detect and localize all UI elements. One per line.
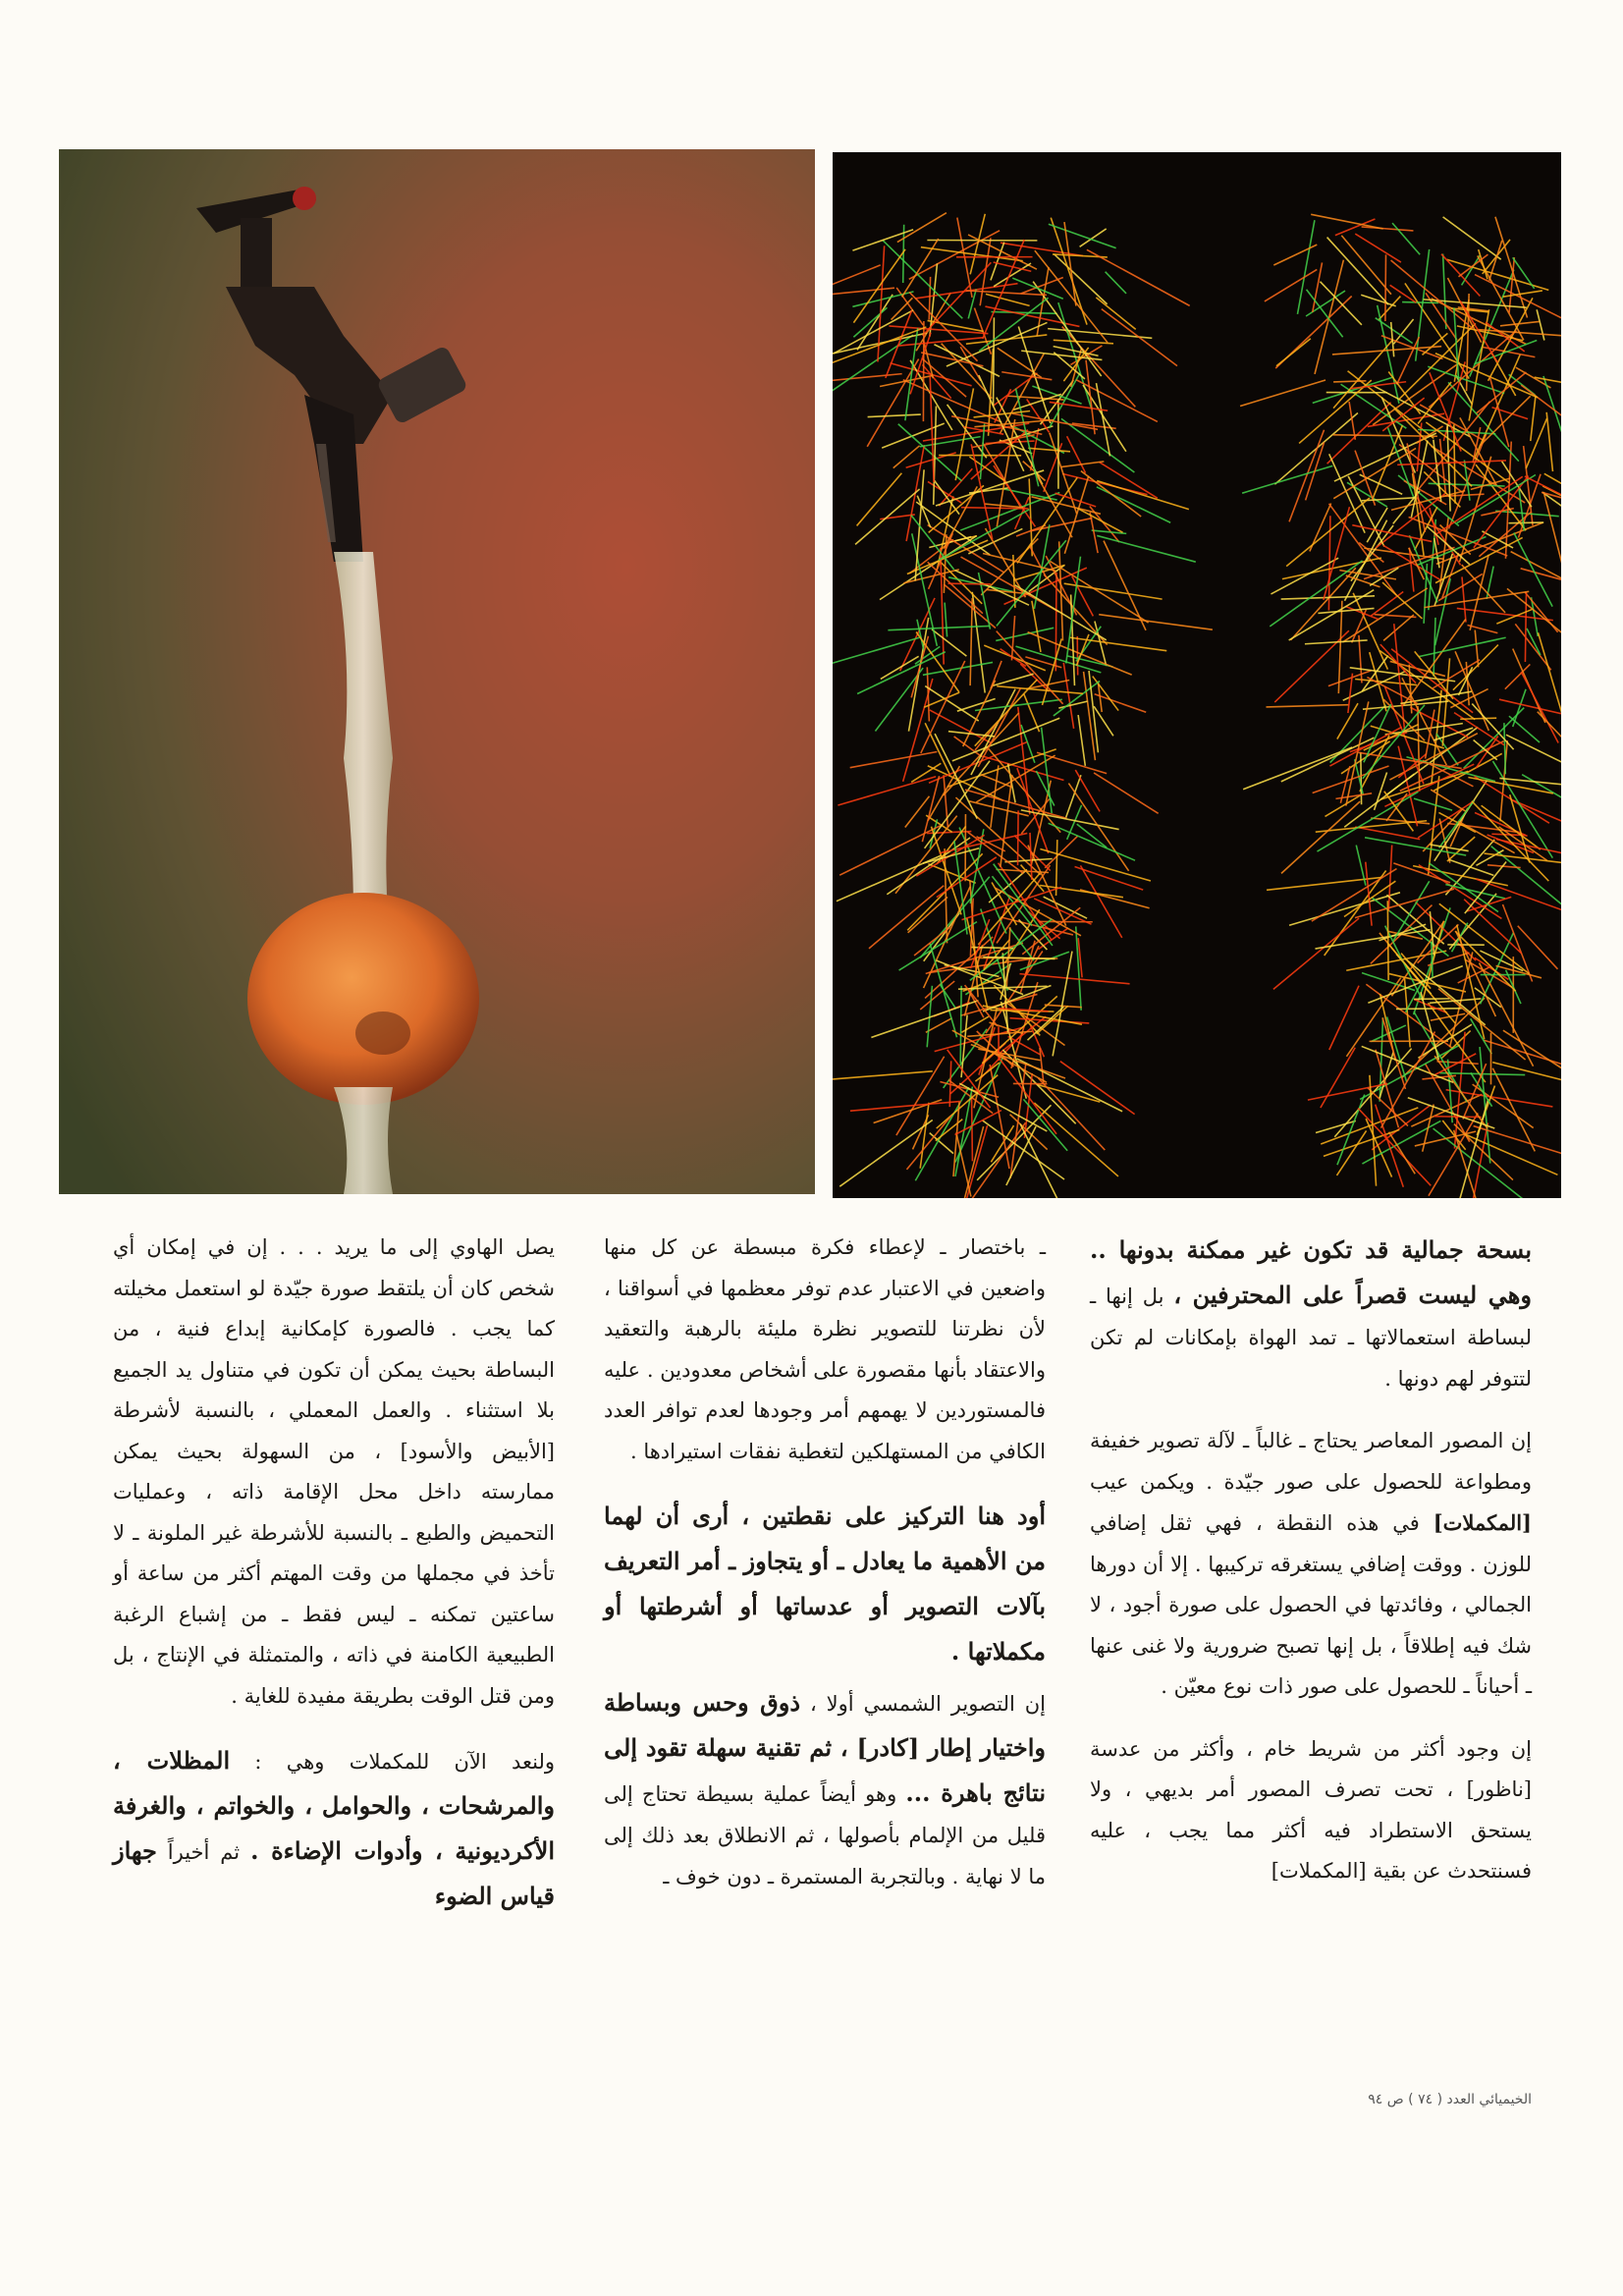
text-column-left <box>113 1228 555 1941</box>
text-run: إن المصور المعاصر يحتاج ـ غالباً ـ لآلة تصوير خفيفة ومطواعة للحصول على صور جيّدة . ويكمن عيب <box>1090 1429 1532 1494</box>
paragraph: ـ باختصار ـ لإعطاء فكرة مبسطة عن كل منها واضعين في الاعتبار عدم توفر معظمها في أسواقنا ، لأن نظرتنا للتصوير نظرة مليئة بالرهبة والتعقيد والاعتقاد بأنها مقصورة على أشخاص معدودين . عليه فالمستوردين لا يهمهم أمر وجودها لعدم توافر العدد الكافي من المستهلكين لتغطية نفقات استيرادها . <box>604 1235 1046 1463</box>
text-run: ثم أخيراً <box>156 1840 251 1864</box>
page-footer: الخيميائي العدد ( ٧٤ ) ص ٩٤ <box>1368 2092 1532 2107</box>
text-run: وهو أيضاً عملية بسيطة تحتاج إلى قليل من الإلمام بأصولها ، ثم الانطلاق بعد ذلك إلى ما لا نهاية . وبالتجربة المستمرة ـ دون خوف ـ <box>604 1782 1046 1888</box>
bold-lead: بسحة جمالية قد تكون غير ممكنة بدونها .. وهي ليست قصراً على المحترفين ، <box>1090 1235 1533 1309</box>
text-run: بل إنها ـ لبساطة استعمالاتها ـ تمد الهواة بإمكانات لم تكن لتتوفر لهم دونها . <box>1090 1285 1532 1391</box>
text-run: في هذه النقطة ، فهي ثقل إضافي للوزن . ووقت إضافي يستغرقه تركيبها . إلا أن دورها الجمالي ، وفائدتها في الحصول على صورة أجود ، لا شك فيه إطلاقاً ، بل إنها تصبح ضرورية ولا غنى عنها ـ أحياناً ـ للحصول على صور ذات نوع معيّن . <box>1090 1511 1532 1698</box>
paragraph <box>1090 1228 1532 1399</box>
bold-paragraph: أود هنا التركيز على نقطتين ، أرى أن لهما من الأهمية ما يعادل ـ أو يتجاوز ـ أمر التعريف بآلات التصوير أو عدساتها أو أشرطتها أو مكملاتها . <box>604 1502 1046 1666</box>
paragraph: إن وجود أكثر من شريط خام ، وأكثر من عدسة [ناظور] ، تحت تصرف المصور أمر بديهي ، ولا يستحق الاستطراد فيه أكثر مما يجب ، عليه فسنتحدث عن بقية [المكملات] <box>1090 1736 1532 1883</box>
paragraph <box>604 1680 1046 1897</box>
text-column-middle <box>604 1228 1046 1919</box>
faucet-orange-photo <box>59 149 815 1194</box>
text-run: ولنعد الآن للمكملات وهي : <box>230 1750 555 1774</box>
line-art-legs-photo <box>833 152 1561 1198</box>
text-column-right <box>1090 1228 1532 1914</box>
bold-phrase: ذوق وحس وبساطة واختيار إطار [كادر] ، ثم تقنية سهلة تقود إلى نتائج باهرة ... <box>604 1688 1046 1807</box>
paragraph: يصل الهاوي إلى ما يريد . . . إن في إمكان أي شخص كان أن يلتقط صورة جيّدة لو استعمل مخيلته كما يجب . فالصورة كإمكانية إبداع فنية ، من البساطة بحيث يمكن أن تكون في متناول يد الجميع بلا استثناء . والعمل المعملي ، بالنسبة لأشرطة [الأبيض والأسود] ، من السهولة بحيث يمكن ممارسته داخل محل الإقامة ذاته ، وعمليات التحميض والطبع ـ بالنسبة للأشرطة غير الملونة ـ لا تأخذ في مجملها من وقت المهتم أكثر من ساعة أو ساعتين تمكنه ـ ليس فقط ـ من إشباع الرغبة الطبيعية الكامنة في ذاته ، والمتمثلة في الإنتاج ، بل ومن قتل الوقت بطريقة مفيدة للغاية . <box>113 1235 555 1708</box>
paragraph <box>1090 1421 1532 1708</box>
bold-list: المظلات ، والمرشحات ، والحوامل ، والخواتم ، والغرفة الأكرديونية ، وأدوات الإضاءة . <box>113 1746 555 1865</box>
bold-term: جهاز قياس الضوء <box>113 1836 555 1910</box>
bold-term: [المكملات] <box>1433 1510 1532 1535</box>
paragraph <box>113 1738 555 1919</box>
text-run: إن التصوير الشمسي أولا ، <box>800 1692 1046 1716</box>
